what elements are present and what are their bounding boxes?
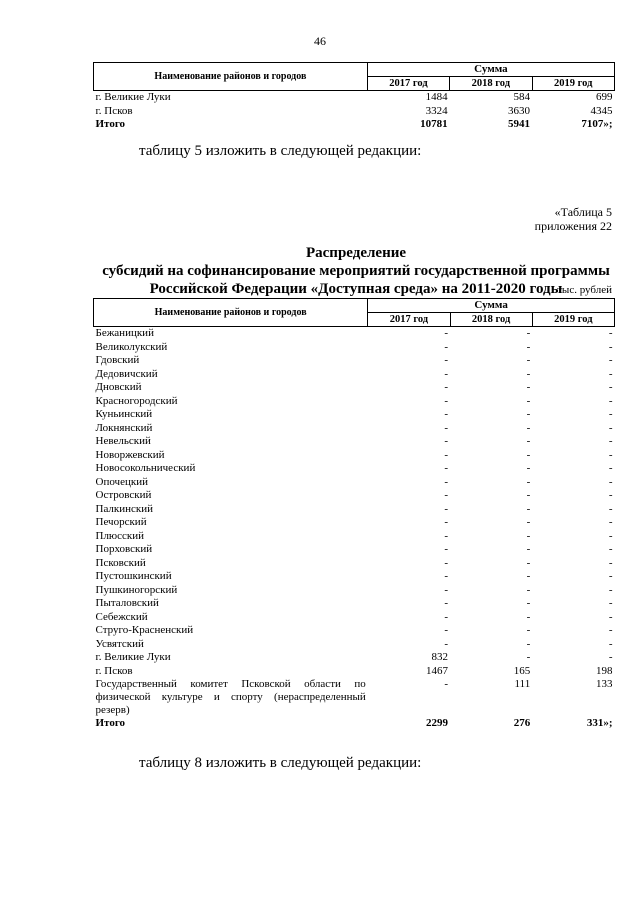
table-row — [94, 503, 615, 517]
value-2017: - — [444, 462, 448, 474]
header-name: Наименование районов и городов — [94, 299, 368, 327]
table-row — [94, 665, 615, 679]
subsidy-table — [93, 298, 615, 731]
table-row — [94, 462, 615, 476]
value-2017: - — [444, 421, 448, 434]
value-2017: - — [444, 637, 448, 650]
value-2019: - — [608, 462, 613, 474]
district-name: Итого — [95, 717, 126, 729]
value-2017: - — [444, 556, 448, 569]
value-2017: - — [444, 435, 448, 447]
table-row — [94, 489, 615, 503]
value-2019: - — [608, 367, 613, 380]
table-row — [94, 395, 615, 409]
value-2019: - — [608, 475, 613, 488]
total-row — [94, 717, 615, 731]
table-reference — [535, 205, 612, 233]
title-line: Распределение — [305, 245, 407, 261]
value-2018: - — [526, 408, 531, 420]
district-name: Новосокольнический — [95, 462, 196, 474]
value-2017: 3324 — [425, 104, 448, 117]
table-row — [94, 638, 615, 652]
title-line: субсидий на софинансирование мероприятий государственной программы — [102, 263, 610, 279]
value-2018: - — [526, 543, 531, 555]
district-name: Дновский — [95, 381, 142, 393]
unit-label: тыс. рублей — [557, 284, 612, 296]
table-row — [94, 651, 615, 665]
table-row — [94, 476, 615, 490]
value-2019: - — [608, 340, 613, 353]
value-2017: - — [444, 624, 448, 636]
value-2018: - — [526, 637, 531, 650]
value-2018: - — [526, 327, 531, 339]
value-2019: - — [608, 529, 613, 542]
value-2019: - — [608, 421, 613, 434]
value-2018: 584 — [513, 91, 530, 103]
value-2018: - — [526, 583, 531, 596]
value-2018: - — [526, 610, 531, 623]
value-2018: - — [526, 435, 531, 447]
table-row — [94, 381, 615, 395]
value-2018: - — [526, 529, 531, 542]
table-reference-line: «Таблица 5 — [554, 205, 612, 219]
value-2019: - — [608, 597, 613, 609]
value-2019: 4345 — [590, 104, 613, 117]
table-row — [94, 611, 615, 625]
value-2019: - — [608, 570, 613, 582]
value-2018: 165 — [513, 664, 531, 677]
district-name: Красногородский — [95, 394, 178, 407]
district-name: Великолукский — [95, 340, 168, 353]
value-2018: - — [526, 394, 531, 407]
value-2019: 7107»; — [581, 118, 613, 130]
district-name: г. Псков — [95, 664, 133, 677]
value-2018: - — [526, 624, 531, 636]
value-2017: - — [444, 394, 448, 407]
value-2018: - — [526, 381, 531, 393]
value-2017: 2299 — [426, 717, 448, 729]
value-2018: - — [526, 651, 531, 663]
value-2017: - — [444, 597, 448, 609]
table-row — [94, 354, 615, 368]
table-row — [94, 449, 615, 463]
table-row — [94, 624, 615, 638]
value-2018: 5941 — [508, 118, 530, 130]
table-row — [94, 597, 615, 611]
table-row — [94, 422, 615, 436]
district-name: Струго-Красненский — [95, 624, 194, 636]
district-name: г. Псков — [95, 104, 133, 117]
value-2019: - — [608, 448, 613, 461]
document-title — [0, 244, 640, 298]
district-name: Дедовичский — [95, 367, 158, 380]
value-2019: - — [608, 502, 613, 515]
district-name: Островский — [95, 489, 152, 501]
value-2019: - — [608, 610, 613, 623]
value-2018: 111 — [514, 678, 531, 690]
header-year: 2017 год — [367, 77, 449, 91]
table-row — [94, 327, 615, 341]
value-2018: - — [526, 597, 531, 609]
district-name: г. Великие Луки — [95, 91, 171, 103]
district-name: Пустошкинский — [95, 570, 172, 582]
table-reference-line: приложения 22 — [534, 219, 612, 233]
district-name: г. Великие Луки — [95, 651, 171, 663]
value-2017: - — [444, 570, 448, 582]
district-name: Невельский — [95, 435, 151, 447]
value-2017: - — [444, 516, 448, 528]
title-line: Российской Федерации «Доступная среда» на 2011-2020 годы — [149, 281, 563, 297]
header-sum: Сумма — [367, 63, 614, 77]
value-2017: - — [444, 678, 448, 690]
district-name: Итого — [95, 118, 126, 130]
district-name: Себежский — [95, 610, 148, 623]
value-2019: - — [608, 543, 613, 555]
value-2019: - — [608, 556, 613, 569]
value-2019: - — [608, 637, 613, 650]
value-2019: - — [608, 408, 613, 420]
value-2017: - — [444, 610, 448, 623]
value-2018: - — [526, 367, 531, 380]
table-row — [94, 678, 615, 717]
district-name: Пыталовский — [95, 597, 159, 609]
district-name: Государственный комитет Псковской области по физической культуре и спорту (нераспределенный резерв) — [95, 678, 366, 716]
header-sum: Сумма — [368, 299, 615, 313]
value-2018: - — [526, 502, 531, 515]
table-row — [94, 91, 615, 105]
value-2018: - — [526, 354, 531, 366]
value-2019: - — [608, 327, 613, 339]
value-2019: 331»; — [586, 717, 613, 729]
value-2019: - — [608, 381, 613, 393]
value-2019: 198 — [596, 664, 613, 677]
table-row — [94, 341, 615, 355]
district-name: Усвятский — [95, 637, 144, 650]
value-2019: - — [608, 516, 613, 528]
value-2018: - — [526, 421, 531, 434]
value-2017: - — [444, 340, 448, 353]
value-2018: - — [526, 448, 531, 461]
table-row — [94, 516, 615, 530]
district-name: Псковский — [95, 556, 146, 569]
value-2019: - — [608, 583, 613, 596]
value-2018: 3630 — [508, 104, 530, 117]
district-name: Гдовский — [95, 354, 140, 366]
value-2018: - — [526, 475, 531, 488]
table-row — [94, 570, 615, 584]
header-year: 2018 год — [450, 77, 532, 91]
value-2018: - — [526, 556, 531, 569]
table-row — [94, 368, 615, 382]
table-row — [94, 435, 615, 449]
value-2019: - — [608, 394, 613, 407]
district-name: Порховский — [95, 543, 153, 555]
district-name: Пушкиногорский — [95, 583, 178, 596]
page-number: 46 — [314, 34, 326, 48]
district-name: Бежаницкий — [95, 327, 154, 339]
district-name: Локнянский — [95, 421, 153, 434]
table-row — [94, 584, 615, 598]
value-2017: - — [444, 327, 448, 339]
value-2018: - — [526, 516, 531, 528]
value-2017: - — [444, 583, 448, 596]
total-row — [94, 118, 615, 132]
value-2017: - — [444, 502, 448, 515]
value-2017: - — [444, 529, 448, 542]
value-2019: - — [608, 435, 613, 447]
table-row — [94, 105, 615, 119]
value-2017: 832 — [431, 651, 448, 663]
value-2019: - — [608, 651, 613, 663]
value-2017: - — [444, 354, 448, 366]
value-2017: - — [444, 475, 448, 488]
value-2017: - — [444, 381, 448, 393]
table-row — [94, 557, 615, 571]
value-2017: 1467 — [426, 664, 448, 677]
top-summary-table — [93, 62, 615, 132]
paragraph-table-5: таблицу 5 изложить в следующей редакции: — [139, 143, 422, 159]
district-name: Новоржевский — [95, 448, 165, 461]
table-row — [94, 408, 615, 422]
value-2018: - — [526, 340, 531, 353]
district-name: Печорский — [95, 516, 147, 528]
value-2017: - — [444, 367, 448, 380]
value-2017: - — [444, 448, 448, 461]
header-year: 2017 год — [368, 313, 450, 327]
value-2017: 10781 — [420, 118, 448, 130]
district-name: Опочецкий — [95, 475, 148, 488]
value-2018: - — [526, 570, 531, 582]
value-2017: - — [444, 543, 448, 555]
header-name: Наименование районов и городов — [94, 63, 368, 91]
district-name: Плюсский — [95, 529, 145, 542]
value-2017: - — [444, 408, 448, 420]
value-2019: - — [608, 624, 613, 636]
paragraph-table-8: таблицу 8 изложить в следующей редакции: — [139, 755, 422, 771]
value-2018: - — [526, 489, 531, 501]
table-row — [94, 530, 615, 544]
header-year: 2018 год — [450, 313, 532, 327]
value-2017: 1484 — [425, 91, 448, 103]
value-2019: - — [608, 354, 613, 366]
header-year: 2019 год — [532, 313, 614, 327]
value-2018: - — [526, 462, 531, 474]
value-2018: 276 — [513, 717, 531, 729]
value-2019: - — [608, 489, 613, 501]
district-name: Куньинский — [95, 408, 153, 420]
district-name: Палкинский — [95, 502, 154, 515]
table-row — [94, 543, 615, 557]
value-2019: 133 — [596, 678, 613, 690]
value-2019: 699 — [596, 91, 613, 103]
value-2017: - — [444, 489, 448, 501]
header-year: 2019 год — [532, 77, 615, 91]
